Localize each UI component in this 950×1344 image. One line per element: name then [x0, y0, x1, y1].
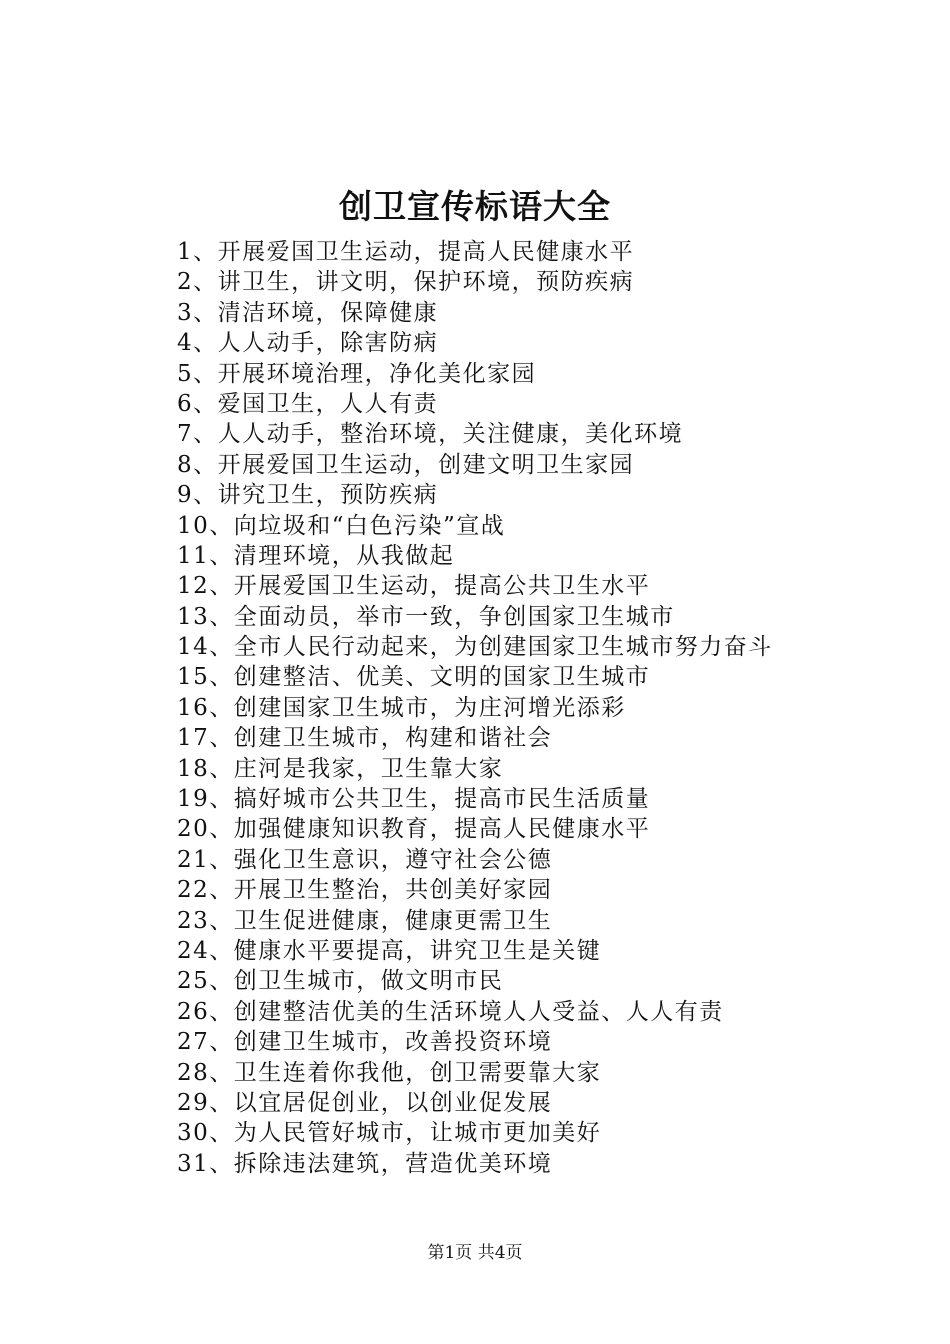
slogan-item: 5、开展环境治理，净化美化家园 — [177, 360, 537, 387]
slogan-item: 9、讲究卫生，预防疾病 — [177, 482, 439, 509]
page-footer: 第1页 共4页 — [427, 1243, 523, 1263]
slogan-item: 12、开展爱国卫生运动，提高公共卫生水平 — [177, 573, 651, 600]
slogan-item: 20、加强健康知识教育，提高人民健康水平 — [177, 816, 651, 843]
slogan-item: 22、开展卫生整治，共创美好家园 — [177, 877, 553, 904]
slogan-item: 15、创建整洁、优美、文明的国家卫生城市 — [177, 664, 651, 691]
slogan-item: 23、卫生促进健康，健康更需卫生 — [177, 907, 553, 934]
slogan-item: 1、开展爱国卫生运动，提高人民健康水平 — [177, 239, 635, 265]
slogan-item: 3、清洁环境，保障健康 — [177, 299, 439, 326]
slogan-item: 30、为人民管好城市，让城市更加美好 — [177, 1120, 602, 1147]
slogan-item: 6、爱国卫生，人人有责 — [177, 390, 439, 417]
slogan-item: 13、全面动员，举市一致，争创国家卫生城市 — [177, 603, 675, 630]
slogan-item: 27、创建卫生城市，改善投资环境 — [177, 1029, 553, 1056]
slogan-item: 4、人人动手，除害防病 — [177, 330, 439, 357]
slogan-item: 25、创卫生城市，做文明市民 — [177, 968, 504, 995]
slogan-item: 8、开展爱国卫生运动，创建文明卫生家园 — [177, 451, 635, 478]
slogan-item: 21、强化卫生意识，遵守社会公德 — [177, 846, 553, 873]
slogan-list — [177, 237, 773, 1179]
slogan-item: 19、搞好城市公共卫生，提高市民生活质量 — [177, 786, 651, 813]
slogan-item: 24、健康水平要提高，讲究卫生是关键 — [177, 937, 602, 964]
slogan-item: 28、卫生连着你我他，创卫需要靠大家 — [177, 1059, 602, 1086]
slogan-item: 14、全市人民行动起来，为创建国家卫生城市努力奋斗 — [177, 634, 773, 661]
page-title: 创卫宣传标语大全 — [339, 187, 611, 226]
slogan-item: 16、创建国家卫生城市，为庄河增光添彩 — [177, 694, 626, 721]
slogan-item: 17、创建卫生城市，构建和谐社会 — [177, 725, 553, 752]
slogan-item: 2、讲卫生，讲文明，保护环境，预防疾病 — [177, 269, 635, 296]
slogan-item: 31、拆除违法建筑，营造优美环境 — [177, 1150, 553, 1177]
slogan-item: 10、向垃圾和“白色污染”宣战 — [177, 512, 506, 539]
slogan-item: 18、庄河是我家，卫生靠大家 — [177, 755, 504, 782]
slogan-item: 26、创建整洁优美的生活环境人人受益、人人有责 — [177, 998, 724, 1025]
slogan-item: 11、清理环境，从我做起 — [177, 542, 455, 569]
slogan-item: 29、以宜居促创业，以创业促发展 — [177, 1089, 553, 1116]
slogan-item: 7、人人动手，整治环境，关注健康，美化环境 — [177, 421, 684, 448]
